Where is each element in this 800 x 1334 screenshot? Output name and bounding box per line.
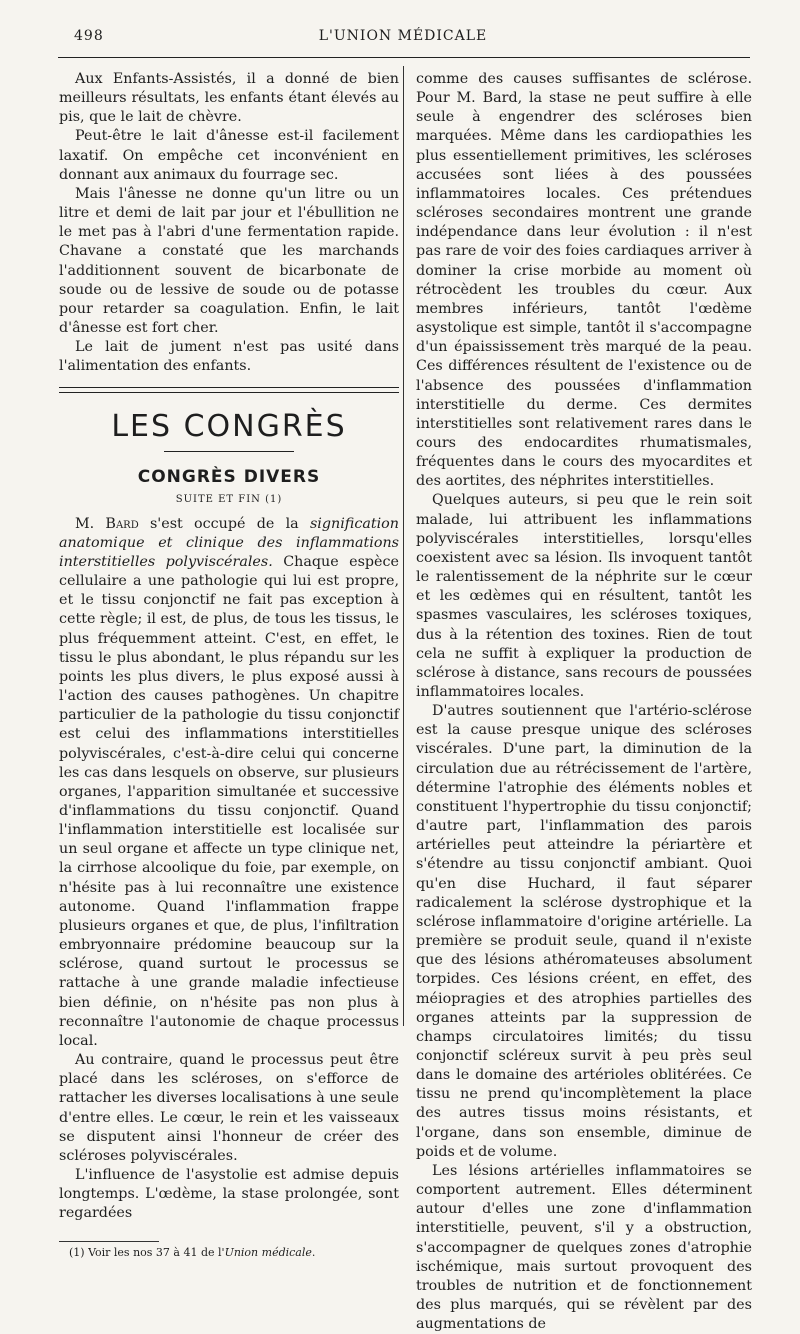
left-column <box>59 70 399 1260</box>
paragraph <box>59 515 399 1051</box>
section-separator <box>59 387 399 393</box>
title-rule <box>164 451 294 452</box>
subsection-title: CONGRÈS DIVERS <box>137 466 321 487</box>
paragraph: Quelques auteurs, si peu que le rein soit malade, lui attribuent les inflammations polyviscérales interstitielles, lorsqu'elles coexistent avec sa lésion. Ils invoquent tantôt le ralentissement de la néphrite sur le cœur et les œdèmes qui en résultent, tantôt les spasmes vasculaires, les scléroses toxiques, dus à la rétention des toxines. Rien de tout cela ne suffit à expliquer la production de sclérose à distance, sans recours de poussées inflammatoires locales. <box>416 492 752 700</box>
paragraph: Au contraire, quand le processus peut être placé dans les scléroses, on s'efforce de rattacher les diverses localisations à une seule d'entre elles. Le cœur, le rein et les vaisseaux se disputent ainsi l'honneur de créer des scléroses polyviscérales. <box>59 1052 399 1164</box>
footnote-lead: (1) Voir les nos 37 à 41 de l' <box>69 1246 225 1260</box>
paragraph: D'autres soutiennent que l'artério-sclérose est la cause presque unique des scléroses viscérales. D'une part, la diminution de la circulation due au rétrécissement de l'artère, détermine l'atrophie des éléments nobles et constituent l'hypertrophie du tissu conjonctif; d'autre part, l'inflammation des parois artérielles peut atteindre la périartère et s'étendre au tissu conjonctif ambiant. Quoi qu'en dise Huchard, il faut séparer radicalement la sclérose dystrophique et la sclérose inflammatoire d'origine artérielle. La première se produit seule, quand il n'existe que des lésions athéromateuses absolument torpides. Ces lésions créent, en effet, des méiopragies et des atrophies partielles des organes atteints par la suppression de champs circulatoires limités; du tissu conjonctif scléreux survit à peu près seul dans le domaine des artérioles oblitérées. Ce tissu ne prend qu'incomplètement la place des autres tissus moins résistants, et l'organe, dans son ensemble, diminue de poids et de volume. <box>416 703 752 1160</box>
paragraph: Aux Enfants-Assistés, il a donné de bien meilleurs résultats, les enfants étant élevés au pis, que le lait de chèvre. <box>59 71 399 126</box>
running-head <box>58 28 748 50</box>
page-number: 498 <box>74 28 104 44</box>
subsection-note: SUITE ET FIN (1) <box>175 493 283 505</box>
paragraph: comme des causes suffisantes de sclérose. Pour M. Bard, la stase ne peut suffire à elle seule à engendrer des scléroses bien marquées. Même dans les cardiopathies les plus essentiellement primitives, les scléroses accusées sont liées à des poussées inflammatoires locales. Ces prétendues scléroses secondaires montrent une grande indépendance dans leur évolution : il n'est pas rare de voir des foies cardiaques arriver à dominer la crise morbide au moment où rétrocèdent les troubles du cœur. Aux membres inférieurs, tantôt l'œdème asystolique est simple, tantôt il s'accompagne d'un épaississement très marqué de la peau. Ces différences résultent de l'existence ou de l'absence des poussées d'inflammation interstitielle du derme. Ces dermites interstitielles sont relativement rares dans le cours des endocardites rhumatismales, fréquentes dans le cours des myocardites et des aortites, des néphrites interstitielles. <box>416 71 752 490</box>
journal-title: L'UNION MÉDICALE <box>318 28 488 44</box>
footnote <box>59 1246 399 1260</box>
paragraph: Le lait de jument n'est pas usité dans l'alimentation des enfants. <box>59 339 399 375</box>
paragraph: Mais l'ânesse ne donne qu'un litre ou un litre et demi de lait par jour et l'ébullition ne le met pas à l'abri d'une fermentation rapide. Chavane a constaté que les marchands l'additionnent souvent de bicarbonate de soude ou de lessive de soude ou de potasse pour retarder sa coagulation. Enfin, le lait d'ânesse est fort cher. <box>59 185 399 337</box>
paragraph: Peut-être le lait d'ânesse est-il facilement laxatif. On empêche cet inconvénient en donnant aux animaux du fourrage sec. <box>59 128 399 183</box>
section-title: LES CONGRÈS <box>111 408 347 444</box>
paragraph: Les lésions artérielles inflammatoires se comportent autrement. Elles déterminent autour d'elles une zone d'inflammation interstitielle, peuvent, s'il y a obstruction, s'accompagner de quelques zones d'atrophie ischémique, mais surtout provoquent des troubles de nutrition et de fonctionnement des plus marqués, qui se révèlent par des augmentations de <box>416 1162 752 1333</box>
paragraph-lead: s'est occupé de la <box>138 515 310 532</box>
right-column <box>416 70 752 1334</box>
speaker-name: M. Bard <box>75 515 139 532</box>
paragraph-rest: Chaque espèce cellulaire a une pathologie qui lui est propre, et le tissu conjonctif ne fait pas exception à cette règle; il est, de plus, de tous les tissus, le plus fréquemment atteint. C'est, en effet, le tissu le plus abondant, le plus répandu sur les points les plus divers, le plus exposé aussi à l'action des causes pathogènes. Un chapitre particulier de la pathologie du tissu conjonctif est celui des inflammations interstitielles polyviscérales, c'est-à-dire celui qui concerne les cas dans lesquels on observe, sur plusieurs organes, l'apparition simultanée et successive d'inflammations du tissu conjonctif. Quand l'inflammation interstitielle est localisée sur un seul organe et affecte un type clinique net, la cirrhose alcoolique du foie, par exemple, on n'hésite pas à lui reconnaître une existence autonome. Quand l'inflammation frappe plusieurs organes et que, de plus, l'infiltration embryonnaire prédomine beaucoup sur la sclérose, quand surtout le processus se rattache à une grande maladie infectieuse bien définie, on n'hésite pas non plus à reconnaître l'autonomie de chaque processus local. <box>59 553 399 1049</box>
topic-title: signification anatomique et clinique des inflammations interstitielles polyviscérales. <box>59 515 399 570</box>
footnote-tail: . <box>311 1246 316 1260</box>
footnote-source: Union médicale <box>224 1246 312 1260</box>
column-divider <box>403 66 404 1026</box>
footnote-rule <box>59 1241 159 1242</box>
header-rule <box>58 57 750 58</box>
paragraph: L'influence de l'asystolie est admise depuis longtemps. L'œdème, la stase prolongée, sont regardées <box>59 1166 399 1222</box>
